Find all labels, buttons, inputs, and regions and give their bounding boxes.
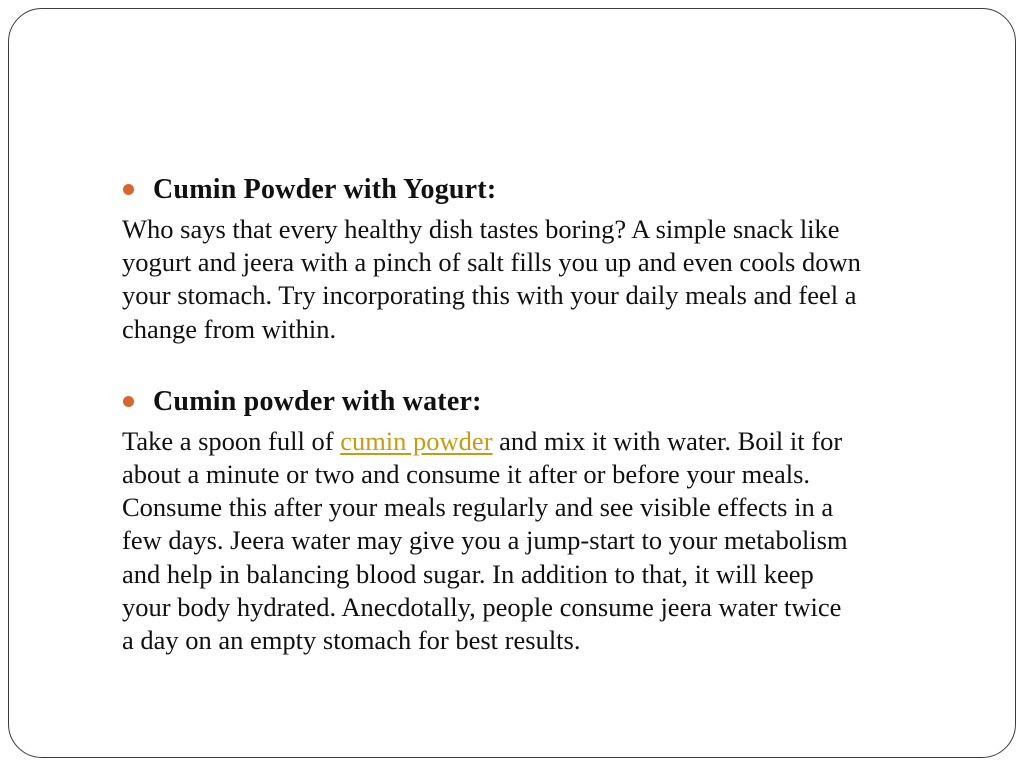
line-text-before-link: Take a spoon full of <box>122 425 341 456</box>
paragraph-line: a day on an empty stomach for best results. <box>122 625 581 656</box>
paragraph-line <box>122 425 982 458</box>
slide-content <box>122 173 982 657</box>
bullet-dot-icon <box>123 184 134 195</box>
paragraph-line: your stomach. Try incorporating this with your daily meals and feel a <box>122 280 857 311</box>
line-text-after-link: and mix it with water. Boil it for <box>492 425 843 456</box>
paragraph-water <box>122 425 982 657</box>
paragraph-line: and help in balancing blood sugar. In addition to that, it will keep <box>122 558 814 589</box>
paragraph-line: Who says that every healthy dish tastes boring? A simple snack like <box>122 214 840 244</box>
slide-frame <box>8 8 1016 758</box>
cumin-powder-link[interactable]: cumin powder <box>340 425 493 456</box>
paragraph-line: your body hydrated. Anecdotally, people consume jeera water twice <box>122 591 842 622</box>
bullet-heading-yogurt <box>122 173 982 207</box>
paragraph-line: about a minute or two and consume it after or before your meals. <box>122 459 811 490</box>
paragraph-yogurt <box>122 213 982 346</box>
paragraph-line: Consume this after your meals regularly and see visible effects in a <box>122 492 834 523</box>
paragraph-line: yogurt and jeera with a pinch of salt fills you up and even cools down <box>122 247 861 278</box>
section-spacer <box>122 346 982 385</box>
paragraph-line: change from within. <box>122 313 337 344</box>
heading-text: Cumin Powder with Yogurt: <box>153 174 497 205</box>
bullet-heading-water <box>122 385 982 419</box>
heading-text: Cumin powder with water: <box>153 385 482 417</box>
bullet-dot-icon <box>123 396 134 407</box>
paragraph-line: few days. Jeera water may give you a jump-start to your metabolism <box>122 525 848 556</box>
